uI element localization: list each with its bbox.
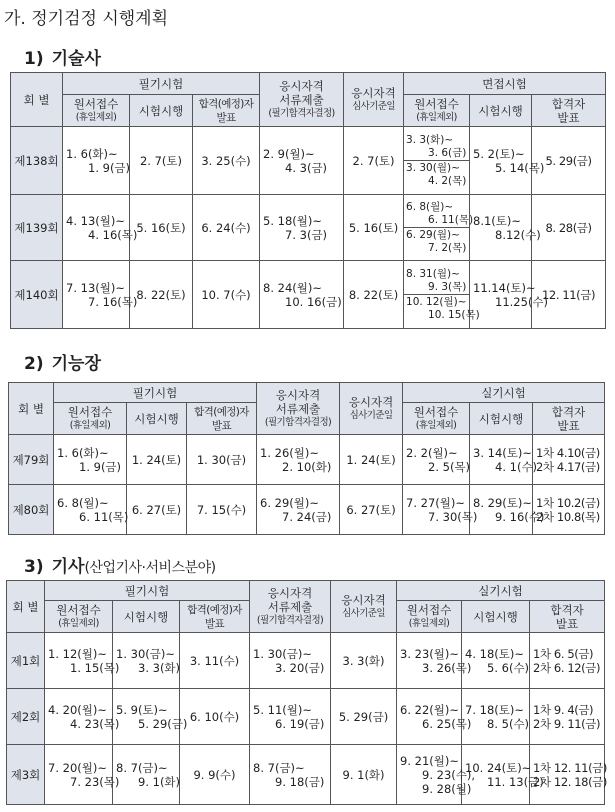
header-practical-announce-line: 합격자: [551, 96, 586, 111]
exam-cell: 6. 27(토): [127, 485, 187, 535]
exam-line: 3. 3(화): [138, 660, 181, 675]
header-practical-announce: [532, 95, 606, 127]
docs-cell: [250, 745, 331, 805]
practical-exam-line: 9. 16(수): [495, 509, 545, 524]
header-practical-group: 면접시험: [404, 73, 606, 95]
practical-exam-cell: [470, 195, 541, 261]
apply-line: 7. 16(목): [88, 294, 138, 309]
header-practical-announce-line: 발표: [555, 616, 579, 631]
section-name: 기사: [51, 557, 85, 577]
practical-apply-line: 6. 29(월)~: [406, 229, 460, 241]
page-heading: 가. 정기검정 시행계획: [4, 9, 169, 29]
practical-apply-line: 7. 27(월)~: [406, 495, 465, 510]
section-name: 기술사: [51, 49, 101, 69]
header-docs-line: 서류제출: [267, 599, 313, 614]
practical-announce-cell: [530, 633, 605, 689]
table-row: [7, 745, 605, 805]
practical-apply-line: 7. 2(목): [428, 241, 467, 254]
exam-cell: 8. 22(토): [130, 261, 193, 329]
header-docs-line: (필기합격자결정): [264, 416, 332, 428]
practical-announce-line: 12. 11(금): [541, 287, 596, 302]
docs-cell: [250, 689, 331, 745]
practical-apply-line: 10. 15(목): [428, 308, 480, 321]
apply-cell: [63, 195, 138, 261]
apply-line: 1. 15(목): [70, 660, 120, 675]
exam-line: 9. 1(화): [138, 774, 181, 789]
practical-announce-line: 5. 29(금): [545, 153, 592, 168]
docs-line: 8. 24(월)~: [263, 280, 322, 295]
practical-apply-line: 3. 30(월)~: [406, 162, 460, 174]
header-exam: 시험시행: [113, 601, 180, 633]
table-row: [11, 261, 606, 329]
header-apply-line: (휴일제외): [75, 111, 117, 123]
docs-cell: [260, 261, 344, 329]
announce-cell: 6. 24(수): [193, 195, 260, 261]
apply-line: 4. 13(월)~: [66, 213, 125, 228]
apply-line: 7. 13(월)~: [66, 280, 125, 295]
header-apply-line: 원서접수: [73, 96, 119, 111]
practical-announce-line: 2차 9. 11(금): [533, 716, 601, 731]
header-docs: [257, 383, 340, 435]
round-cell: 제1회: [7, 633, 45, 689]
practical-exam-line: 5. 14(목): [495, 160, 545, 175]
header-practical-apply-line: (휴일제외): [416, 111, 457, 123]
header-written-group: 필기시험: [45, 581, 250, 601]
header-docs-line: 서류제출: [279, 92, 324, 107]
practical-announce-line: 8. 28(금): [545, 220, 592, 235]
practical-exam-line: 3. 14(토)~: [473, 445, 532, 460]
practical-apply-line: 6. 25(목): [422, 716, 472, 731]
docs-line: 7. 24(금): [282, 509, 332, 524]
round-cell: 제138회: [11, 127, 63, 195]
schedule-table: [6, 580, 605, 805]
header-qualify-line: 응시자격: [341, 592, 386, 607]
qualify-cell: 6. 27(토): [340, 485, 403, 535]
practical-exam-line: 5. 6(수): [487, 660, 530, 675]
round-cell: 제3회: [7, 745, 45, 805]
practical-apply-line: 3. 3(화)~: [406, 134, 454, 146]
header-practical-exam: 시험시행: [462, 601, 530, 633]
announce-cell: 3. 11(수): [180, 633, 250, 689]
practical-apply-period: [404, 228, 469, 255]
apply-cell: [54, 485, 127, 535]
table-row: [7, 689, 605, 745]
section-title: [24, 44, 101, 69]
header-announce-line: 합격(예정)자: [194, 405, 249, 418]
header-apply-line: 원서접수: [67, 404, 113, 419]
practical-apply-line: 8. 31(월)~: [406, 268, 460, 280]
header-practical-apply: [404, 95, 470, 127]
docs-cell: [260, 127, 344, 195]
practical-exam-cell: [470, 127, 545, 195]
section-number: 2): [24, 354, 44, 374]
practical-apply-period: [404, 200, 474, 228]
header-qualify: [331, 581, 397, 633]
header-docs: [260, 73, 344, 127]
practical-announce-line: 2차 6. 12(금): [533, 660, 601, 675]
header-announce: [187, 403, 257, 435]
header-exam: 시험시행: [127, 403, 187, 435]
apply-cell: [45, 633, 120, 689]
header-announce: [193, 95, 260, 127]
header-practical-group: 실기시험: [397, 581, 605, 601]
practical-apply-line: 3. 26(목): [422, 660, 472, 675]
practical-apply-periods: [404, 200, 474, 255]
practical-apply-cell: [403, 435, 470, 485]
round-cell: 제140회: [11, 261, 63, 329]
practical-announce-cell: [530, 689, 605, 745]
practical-apply-line: 6. 11(목): [428, 213, 474, 226]
docs-cell: [257, 485, 340, 535]
table-row: [11, 195, 606, 261]
header-practical-apply-line: (휴일제외): [408, 617, 450, 629]
practical-apply-line: 9. 3(목): [428, 280, 467, 293]
practical-announce-line: 1차 4.10(금): [536, 445, 600, 460]
header-apply-line: (휴일제외): [58, 617, 99, 629]
docs-line: 7. 3(금): [285, 227, 328, 242]
exam-line: 5. 9(토)~: [116, 702, 168, 717]
practical-apply-line: 3. 6(금): [428, 146, 467, 159]
practical-exam-cell: [462, 689, 530, 745]
header-docs-line: 서류제출: [275, 401, 321, 416]
qualify-cell: 1. 24(토): [340, 435, 403, 485]
practical-announce-cell: [533, 485, 605, 535]
table-row: [9, 485, 605, 535]
qualify-cell: 3. 3(화): [331, 633, 397, 689]
docs-line: 6. 29(월)~: [260, 495, 319, 510]
header-row: [11, 73, 606, 95]
apply-line: 6. 11(목): [79, 509, 129, 524]
docs-line: 3. 20(금): [275, 660, 325, 675]
qualify-cell: 5. 16(토): [344, 195, 404, 261]
header-practical-group: 실기시험: [403, 383, 605, 403]
apply-line: 7. 20(월)~: [48, 760, 107, 775]
apply-line: 4. 23(목): [70, 716, 120, 731]
docs-cell: [250, 633, 331, 689]
practical-apply-cell: [403, 485, 478, 535]
apply-line: 1. 6(화)~: [57, 445, 109, 460]
qualify-cell: 9. 1(화): [331, 745, 397, 805]
table-row: [11, 127, 606, 195]
header-docs-line: (필기합격자결정): [268, 107, 335, 119]
practical-announce-cell: [530, 745, 605, 805]
practical-exam-line: 8.12(수): [495, 227, 541, 242]
header-practical-exam: 시험시행: [470, 403, 533, 435]
qualify-cell: 5. 29(금): [331, 689, 397, 745]
practical-apply-line: 9. 28(월): [422, 781, 472, 796]
round-cell: 제79회: [9, 435, 54, 485]
practical-exam-line: 4. 1(수): [495, 459, 538, 474]
practical-apply-line: 6. 22(월)~: [400, 702, 459, 717]
header-practical-apply: [397, 601, 462, 633]
practical-announce-cell: [533, 435, 605, 485]
docs-line: 6. 19(금): [275, 716, 325, 731]
practical-exam-line: 4. 18(토)~: [465, 646, 524, 661]
schedule-table: [10, 72, 606, 329]
header-practical-announce-line: 합격자: [551, 404, 586, 419]
docs-line: 5. 18(월)~: [263, 213, 322, 228]
practical-announce-cell: [532, 261, 606, 329]
apply-cell: [54, 435, 127, 485]
header-practical-apply-line: 원서접수: [413, 404, 459, 419]
apply-line: 1. 6(화)~: [66, 146, 118, 161]
header-practical-announce-line: 발표: [557, 110, 580, 125]
header-practical-apply: [403, 403, 470, 435]
docs-line: 1. 26(월)~: [260, 445, 319, 460]
header-apply: [63, 95, 130, 127]
docs-line: 4. 3(금): [285, 160, 328, 175]
announce-cell: 1. 30(금): [187, 435, 257, 485]
header-announce-line: 발표: [216, 111, 236, 124]
practical-exam-line: 11.25(수): [495, 294, 549, 309]
practical-exam-line: 10. 24(토)~: [465, 760, 532, 775]
header-written-group: 필기시험: [54, 383, 257, 403]
practical-exam-line: 11.14(토)~: [473, 280, 536, 295]
practical-apply-line: 7. 30(목): [428, 509, 478, 524]
round-cell: 제80회: [9, 485, 54, 535]
apply-line: 6. 8(월)~: [57, 495, 109, 510]
header-announce-line: 합격(예정)자: [187, 603, 242, 616]
header-round: 회 별: [7, 581, 45, 633]
header-written-group: 필기시험: [63, 73, 260, 95]
docs-line: 1. 30(금)~: [253, 646, 312, 661]
header-round: 회 별: [11, 73, 63, 127]
header-practical-exam: 시험시행: [470, 95, 532, 127]
practical-exam-cell: [470, 485, 545, 535]
exam-line: 5. 29(금): [138, 716, 188, 731]
announce-cell: 9. 9(수): [180, 745, 250, 805]
practical-announce-line: 2차 4.17(금): [536, 459, 600, 474]
schedule-table: [8, 382, 605, 535]
practical-apply-line: 2. 2(월)~: [406, 445, 458, 460]
section-name: 기능장: [51, 354, 101, 374]
announce-cell: 7. 15(수): [187, 485, 257, 535]
table-row: [9, 435, 605, 485]
practical-apply-cell: [397, 633, 472, 689]
practical-exam-line: 8.1(토)~: [473, 213, 522, 228]
practical-apply-line: 10. 12(월)~: [406, 296, 467, 308]
practical-announce-line: 1차 12. 11(금): [533, 760, 607, 775]
practical-apply-line: 4. 2(목): [428, 174, 467, 187]
exam-cell: [113, 689, 188, 745]
header-apply-line: 원서접수: [56, 602, 101, 617]
exam-cell: [113, 745, 180, 805]
header-row: [7, 581, 605, 601]
practical-apply-cell: [404, 195, 474, 261]
qualify-cell: 2. 7(토): [344, 127, 404, 195]
header-qualify-line: 심사기준일: [352, 100, 395, 112]
apply-cell: [63, 261, 138, 329]
practical-exam-line: 8. 29(토)~: [473, 495, 532, 510]
practical-exam-line: 11. 13(금): [487, 774, 544, 789]
practical-exam-cell: [470, 435, 538, 485]
practical-apply-periods: [404, 267, 480, 322]
practical-exam-line: 5. 2(토)~: [473, 146, 525, 161]
section-title: [24, 349, 101, 374]
apply-line: 4. 20(월)~: [48, 702, 107, 717]
practical-apply-cell: [404, 127, 470, 195]
docs-line: 10. 16(금): [285, 294, 342, 309]
practical-exam-line: 8. 5(수): [487, 716, 530, 731]
practical-announce-line: 1차 6. 5(금): [533, 646, 594, 661]
apply-cell: [45, 745, 120, 805]
exam-cell: 5. 16(토): [130, 195, 193, 261]
announce-cell: 10. 7(수): [193, 261, 260, 329]
header-practical-announce: [533, 403, 605, 435]
round-cell: 제2회: [7, 689, 45, 745]
practical-apply-cell: [404, 261, 480, 329]
docs-line: 2. 9(월)~: [263, 146, 315, 161]
header-practical-apply-line: (휴일제외): [415, 419, 457, 431]
header-apply: [45, 601, 113, 633]
apply-line: 1. 9(금): [79, 459, 122, 474]
practical-announce-line: 1차 10.2(금): [536, 495, 600, 510]
practical-apply-line: 6. 8(월)~: [406, 201, 454, 213]
header-announce: [180, 601, 250, 633]
docs-cell: [257, 435, 340, 485]
header-qualify: [340, 383, 403, 435]
header-exam: 시험시행: [130, 95, 193, 127]
section-subtitle: (산업기사·서비스분야): [84, 560, 216, 576]
header-practical-apply-line: 원서접수: [414, 96, 459, 111]
docs-line: 2. 10(화): [282, 459, 332, 474]
apply-line: 1. 12(월)~: [48, 646, 107, 661]
qualify-cell: 8. 22(토): [344, 261, 404, 329]
practical-exam-line: 7. 18(토)~: [465, 702, 524, 717]
apply-cell: [63, 127, 130, 195]
practical-apply-period: [404, 161, 469, 188]
header-docs-line: 응시자격: [279, 78, 324, 93]
practical-apply-cell: [397, 745, 476, 805]
practical-apply-cell: [397, 689, 472, 745]
header-docs-line: 응시자격: [275, 387, 321, 402]
header-practical-announce: [530, 601, 605, 633]
exam-line: 8. 7(금)~: [116, 760, 168, 775]
docs-line: 8. 7(금)~: [253, 760, 305, 775]
header-docs-line: (필기합격자결정): [256, 614, 324, 626]
header-row: [9, 383, 605, 403]
docs-line: 5. 11(월)~: [253, 702, 312, 717]
practical-announce-line: 2차 10.8(목): [536, 509, 600, 524]
header-practical-announce-line: 발표: [557, 418, 580, 433]
practical-announce-cell: [532, 195, 606, 261]
header-docs: [250, 581, 331, 633]
practical-exam-cell: [462, 633, 530, 689]
exam-cell: 1. 24(토): [127, 435, 187, 485]
exam-cell: 2. 7(토): [130, 127, 193, 195]
section-number: 1): [24, 49, 44, 69]
section-title: [24, 552, 216, 577]
docs-line: 9. 18(금): [275, 774, 325, 789]
exam-cell: [113, 633, 180, 689]
announce-cell: 3. 25(수): [193, 127, 260, 195]
header-announce-line: 발표: [211, 419, 232, 432]
header-qualify: [344, 73, 404, 127]
apply-line: 4. 16(목): [88, 227, 138, 242]
practical-apply-period: [404, 267, 469, 295]
header-docs-line: 응시자격: [267, 585, 313, 600]
apply-line: 7. 23(목): [70, 774, 120, 789]
header-announce-line: 발표: [204, 617, 225, 630]
section-number: 3): [24, 557, 44, 577]
docs-cell: [260, 195, 344, 261]
header-qualify-line: 응시자격: [351, 85, 396, 100]
header-round: 회 별: [9, 383, 54, 435]
exam-line: 1. 30(금)~: [116, 646, 175, 661]
header-qualify-line: 심사기준일: [342, 607, 385, 619]
practical-apply-periods: [404, 133, 469, 188]
round-cell: 제139회: [11, 195, 63, 261]
practical-apply-period: [404, 295, 480, 322]
header-practical-apply-line: 원서접수: [406, 602, 452, 617]
practical-apply-line: 9. 23(수),: [422, 767, 476, 782]
header-qualify-line: 심사기준일: [349, 409, 393, 421]
practical-apply-line: 3. 23(월)~: [400, 646, 459, 661]
header-apply-line: (휴일제외): [69, 419, 111, 431]
practical-apply-line: 9. 21(월)~: [400, 753, 459, 768]
header-announce-line: 합격(예정)자: [198, 97, 254, 110]
header-qualify-line: 응시자격: [348, 394, 394, 409]
practical-announce-line: 1차 9. 4(금): [533, 702, 594, 717]
apply-cell: [45, 689, 120, 745]
practical-apply-line: 2. 5(목): [428, 459, 471, 474]
practical-apply-period: [404, 133, 469, 161]
header-apply: [54, 403, 127, 435]
practical-announce-line: 2차 12. 18(금): [533, 774, 607, 789]
apply-line: 1. 9(금): [88, 160, 131, 175]
header-practical-announce-line: 합격자: [550, 602, 584, 617]
announce-cell: 6. 10(수): [180, 689, 250, 745]
table-row: [7, 633, 605, 689]
